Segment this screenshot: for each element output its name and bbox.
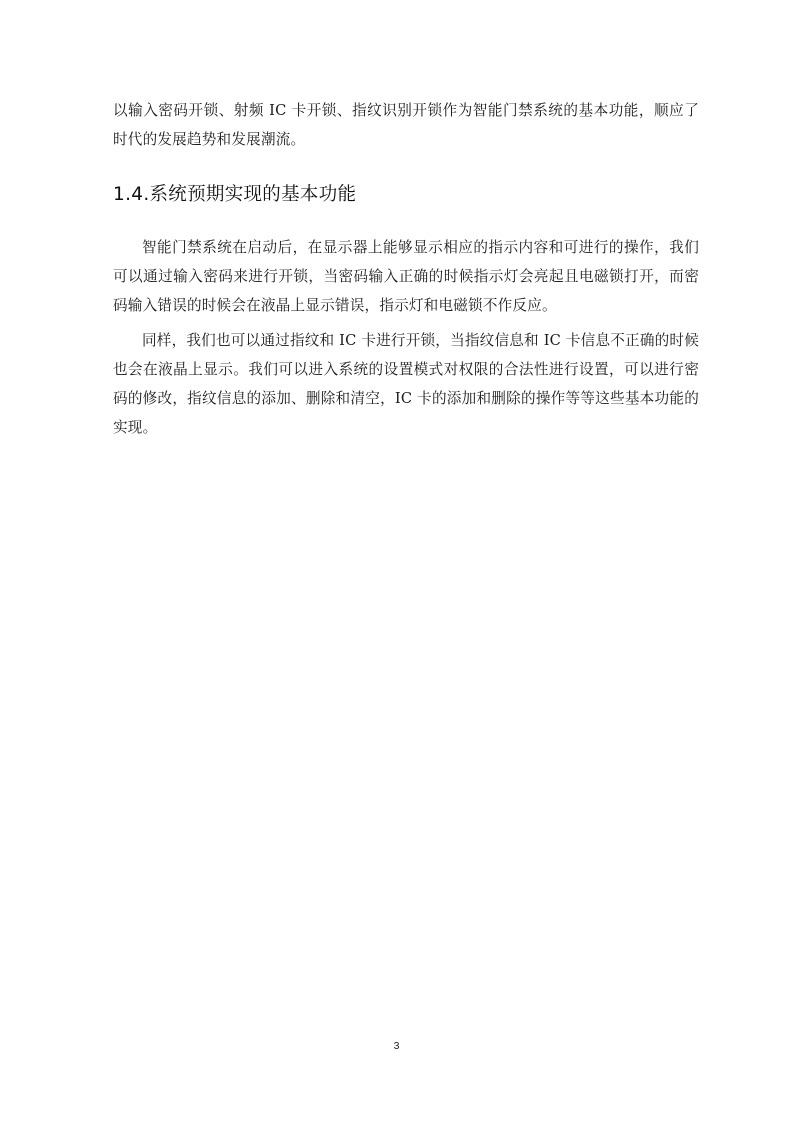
body-paragraph: 同样，我们也可以通过指纹和 IC 卡进行开锁，当指纹信息和 IC 卡信息不正确的时候也会在液晶上显示。我们可以进入系统的设置模式对权限的合法性进行设置，可以进行密码的修改，指纹信息的添加、删除和清空，IC 卡的添加和删除的操作等等这些基本功能的实现。 [113, 332, 700, 436]
continued-paragraph: 以输入密码开锁、射频 IC 卡开锁、指纹识别开锁作为智能门禁系统的基本功能，顺应了时代的发展趋势和发展潮流。 [113, 102, 699, 148]
page-number: 3 [393, 1040, 400, 1052]
section-heading: 1.4.系统预期实现的基本功能 [113, 184, 357, 205]
body-paragraph: 智能门禁系统在启动后，在显示器上能够显示相应的指示内容和可进行的操作，我们可以通过输入密码来进行开锁，当密码输入正确的时候指示灯会亮起且电磁锁打开，而密码输入错误的时候会在液晶上显示错误，指示灯和电磁锁不作反应。 [113, 239, 699, 314]
